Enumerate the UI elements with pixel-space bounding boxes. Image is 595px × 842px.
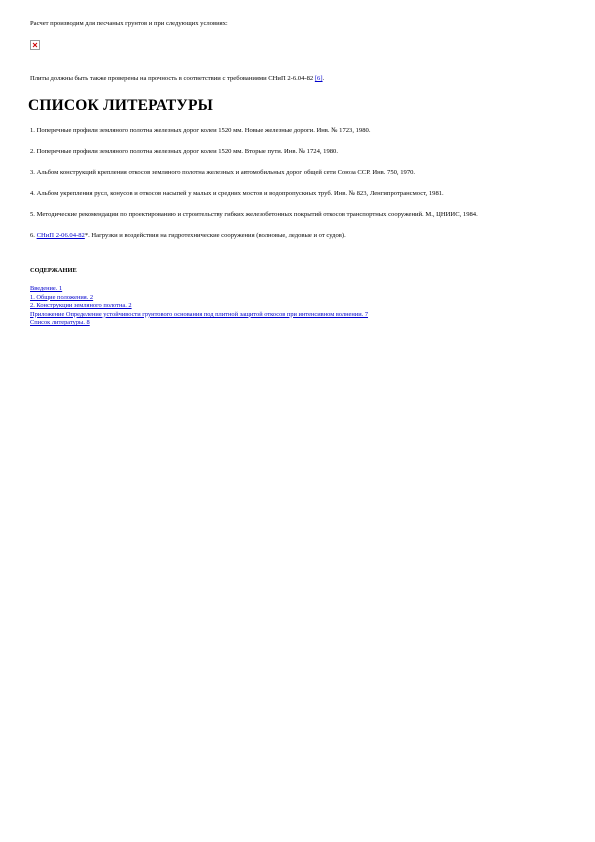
toc-link-bibliography[interactable]: Список литературы. 8 [30,319,90,327]
reference-list [30,126,565,252]
toc-link-general[interactable]: 1. Общие положения. 2 [30,293,94,301]
reference-link-6[interactable]: [6] [314,75,323,82]
strength-check-paragraph [30,74,565,83]
toc-title: СОДЕРЖАНИЕ [30,267,77,274]
reference-item: 1. Поперечные профили земляного полотна железных дорог колеи 1520 мм. Новые железные дороги. Инв. № 1723, 1980. [30,127,371,134]
broken-image-icon [30,40,40,50]
toc-link-introduction[interactable]: Введение. 1 [30,285,63,292]
reference-text: *. Нагрузки и воздействия на гидротехнические сооружения (волновые, ледовые и от судов). [84,232,346,239]
toc-link-appendix[interactable]: Приложение Определение устойчивости грунтового основания под плитной защитой откосов при интенсивном волнении. 7 [30,310,369,318]
reference-item: 4. Альбом укрепления русл, конусов и откосов насыпей у малых и средних мостов и водопропускных труб. Инв. № 823, Ленгипротрансмост, 1981. [30,190,444,197]
table-of-contents [30,285,565,328]
reference-item: 2. Поперечные профили земляного полотна железных дорог колеи 1520 мм. Вторые пути. Инв. № 1724, 1980. [30,148,339,155]
reference-item: 3. Альбом конструкций крепления откосов земляного полотна железных и автомобильных дорог общей сети Союза ССР. Инв. 750, 1970. [30,169,416,176]
strength-check-end: . [322,75,325,82]
toc-link-constructions[interactable]: 2. Конструкции земляного полотна. 2 [30,302,132,310]
reference-item: 5. Методические рекомендации по проектированию и строительству гибких железобетонных покрытий откосов транспортных сооружений. М., ЦНИИС, 1984. [30,211,478,218]
snip-link[interactable]: СНиП 2-06.04-82 [36,232,85,239]
reference-item-6 [30,231,565,240]
intro-paragraph: Расчет производим для песчаных грунтов и при следующих условиях: [30,20,228,27]
reference-number: 6. [30,232,37,239]
page-title: СПИСОК ЛИТЕРАТУРЫ [28,97,214,114]
strength-check-text: Плиты должны быть также проверены на прочность в соответствии с требованиями СНиП 2-6.04-82 [30,75,315,82]
